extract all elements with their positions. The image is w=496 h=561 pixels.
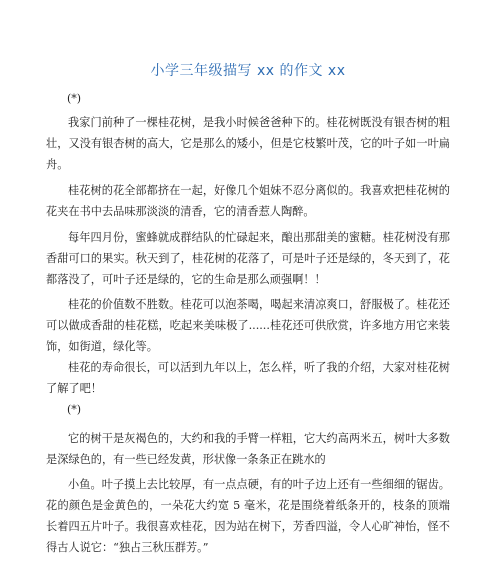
section-marker: (*) bbox=[67, 403, 82, 416]
paragraph: 它的树干是灰褐色的，大约和我的手臂一样粗，它大约高两米五，树叶大多数是深绿色的，有一些已经发黄，形状像一条条正在跳水的 bbox=[46, 432, 450, 466]
paragraph: 每年四月份，蜜蜂就成群结队的忙碌起来，酿出那甜美的蜜糖。桂花树没有那香甜可口的果实。秋天到了，桂花树的花落了，可是叶子还是绿的，冬天到了，花都落没了，可叶子还是绿的，它的生命是那么顽强啊！！ bbox=[46, 231, 450, 286]
paragraph: 我家门前种了一棵桂花树，是我小时候爸爸种下的。桂花树既没有银杏树的粗壮，又没有银杏树的高大，它是那么的矮小，但是它枝繁叶茂，它的叶子如一叶扁舟。 bbox=[46, 116, 450, 171]
section-marker: (*) bbox=[67, 92, 82, 105]
paragraph: 小鱼。叶子摸上去比较厚，有一点点硬，有的叶子边上还有一些细细的锯齿。花的颜色是金黄色的，一朵花大约宽 5 毫米，花是围绕着纸条开的，枝条的顶端长着四五片叶子。我很喜欢桂花，因为站在树下，芳香四溢，令人心旷神怡，怪不得古人说它：“独占三秋压群芳。” bbox=[46, 478, 450, 554]
paragraph: 桂花树的花全部都挤在一起，好像几个姐妹不忍分离似的。我喜欢把桂花树的花夹在书中去品味那淡淡的清香，它的清香惹人陶醉。 bbox=[46, 184, 450, 218]
document-title: 小学三年级描写 xx 的作文 xx bbox=[150, 63, 346, 79]
paragraph: 桂花的寿命很长，可以活到九年以上，怎么样，听了我的介绍，大家对桂花树了解了吧！ bbox=[46, 361, 450, 395]
paragraph: 桂花的价值数不胜数。桂花可以泡茶喝，喝起来清凉爽口，舒服极了。桂花还可以做成香甜的桂花糕，吃起来美味极了......桂花还可供欣赏，许多地方用它来装饰，如街道，绿化等。 bbox=[46, 298, 450, 353]
